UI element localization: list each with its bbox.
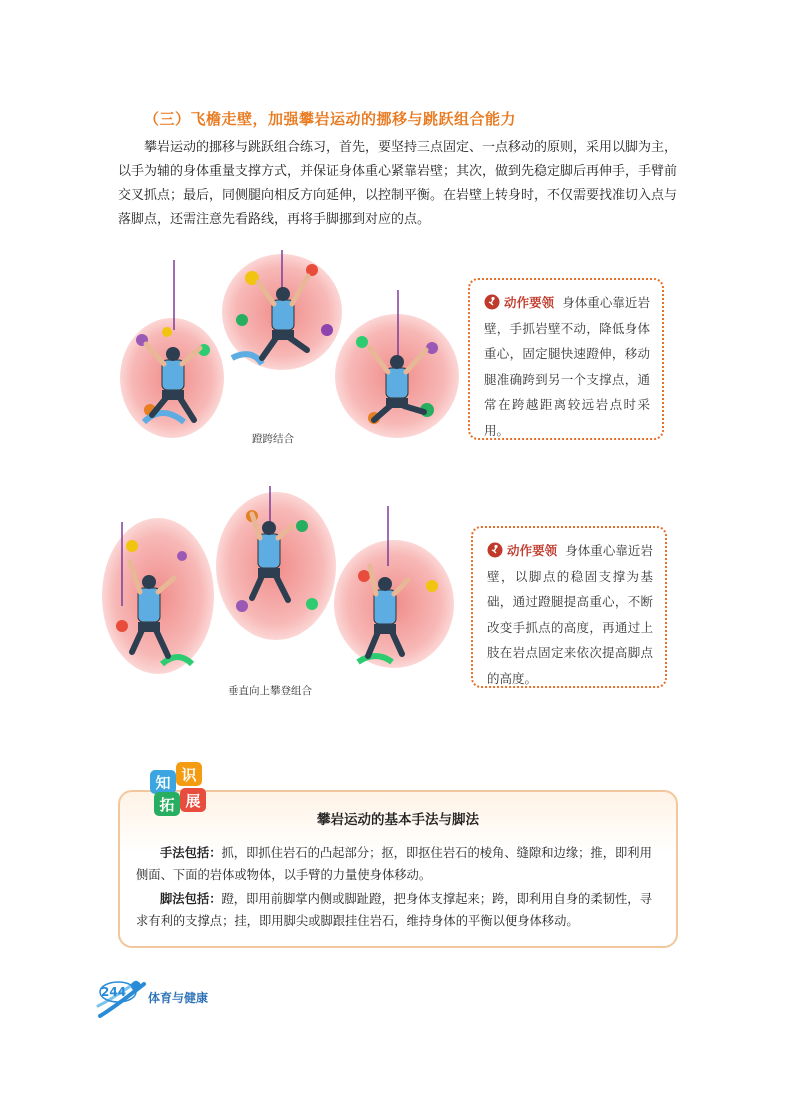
badge-char-3: 拓 <box>159 796 175 814</box>
climber-tip-icon <box>487 542 503 558</box>
hand-technique-label: 手法包括： <box>160 846 222 860</box>
tip-title-2: 动作要领 <box>507 543 558 558</box>
foot-technique-paragraph <box>136 888 660 932</box>
extension-title: 攀岩运动的基本手法与脚法 <box>317 812 479 828</box>
figure-1-caption: 蹬跨结合 <box>252 433 294 445</box>
hand-technique-text: 抓，即抓住岩石的凸起部分；抠，即抠住岩石的棱角、缝隙和边缘；推，即利用侧面、下面的岩体或物体，以手臂的力量使身体移动。 <box>136 846 652 882</box>
badge-char-1: 知 <box>155 774 171 792</box>
tip-text-2: 身体重心靠近岩壁，以脚点的稳固支撑为基础，通过蹬腿提高重心，不断改变手抓点的高度，再通过上肢在岩点固定来依次提高脚点的高度。 <box>487 543 653 686</box>
section-paragraph: 攀岩运动的挪移与跳跃组合练习，首先，要坚持三点固定、一点移动的原则，采用以脚为主，以手为辅的身体重量支撑方式，并保证身体重心紧靠岩壁；其次，做到先稳定脚后再伸手，手臂前交叉抓点；最后，同侧腿向相反方向延伸，以控制平衡。在岩壁上转身时，不仅需要找准切入点与落脚点，还需注意先看路线，再将手脚挪到对应的点。 <box>118 140 678 227</box>
runner-logo-icon <box>96 976 156 1026</box>
tip-text-1: 身体重心靠近岩壁，手抓岩壁不动，降低身体重心，固定腿快速蹬伸，移动腿准确跨到另一个支撑点，通常在跨越距离较远岩点时采用。 <box>484 295 650 438</box>
hand-technique-paragraph <box>136 842 660 886</box>
climber-tip-icon <box>484 294 500 310</box>
tip-box-1 <box>468 278 664 440</box>
figure-2-caption: 垂直向上攀登组合 <box>228 685 312 697</box>
foot-technique-text: 蹬，即用前脚掌内侧或脚趾蹬，把身体支撑起来；跨，即利用自身的柔韧性，寻求有利的支撑点；挂，即用脚尖或脚跟挂住岩石，维持身体的平衡以便身体移动。 <box>136 892 652 928</box>
book-title: 体育与健康 <box>148 991 209 1005</box>
tip-box-2 <box>471 526 667 688</box>
foot-technique-label: 脚法包括： <box>160 892 222 906</box>
section-heading: （三）飞檐走壁，加强攀岩运动的挪移与跳跃组合能力 <box>144 110 517 128</box>
climbing-figure-1 <box>112 250 468 450</box>
badge-char-4: 展 <box>185 792 201 810</box>
tip-title-1: 动作要领 <box>504 295 555 310</box>
badge-char-2: 识 <box>181 766 197 784</box>
page-number: 244 <box>101 985 127 999</box>
climbing-figure-2 <box>102 486 462 682</box>
